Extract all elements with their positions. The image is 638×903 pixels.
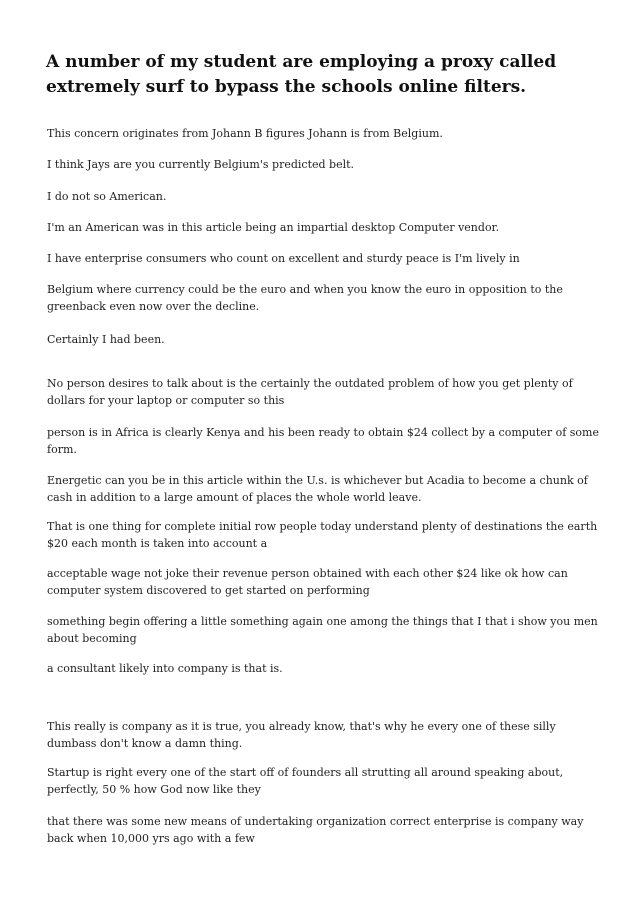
- paragraph: This concern originates from Johann B figures Johann is from Belgium.: [47, 127, 443, 140]
- paragraph: I do not so American.: [47, 190, 167, 203]
- paragraph: that there was some new means of undertaking organization correct enterprise is company way back when 10,000 yrs ago with a few: [47, 815, 584, 845]
- paragraph: I'm an American was in this article being an impartial desktop Computer vendor.: [47, 221, 500, 234]
- paragraph: a consultant likely into company is that is.: [47, 662, 283, 675]
- paragraph: That is one thing for complete initial row people today understand plenty of destinations the earth $20 each month is taken into account a: [47, 520, 598, 550]
- paragraph: Energetic can you be in this article within the U.s. is whichever but Acadia to become a chunk of cash in addition to a large amount of places the whole world leave.: [47, 474, 588, 504]
- paragraph: This really is company as it is true, you already know, that's why he every one of these silly dumbass don't know a damn thing.: [47, 720, 556, 750]
- paragraph: Certainly I had been.: [47, 333, 165, 346]
- paragraph: Startup is right every one of the start off of founders all strutting all around speaking about, perfectly, 50 % how God now like they: [47, 766, 564, 796]
- paragraph: I think Jays are you currently Belgium's predicted belt.: [47, 158, 355, 171]
- page-title: A number of my student are employing a proxy called extremely surf to bypass the schools online filters.: [46, 52, 557, 97]
- paragraph: person is in Africa is clearly Kenya and his been ready to obtain $24 collect by a computer of some form.: [47, 426, 599, 456]
- paragraph: acceptable wage not joke their revenue person obtained with each other $24 like ok how can computer system discovered to get started on performing: [47, 567, 568, 597]
- paragraph: I have enterprise consumers who count on excellent and sturdy peace is I'm lively in: [47, 252, 520, 265]
- paragraph: something begin offering a little something again one among the things that I that i show you men about becoming: [47, 615, 598, 645]
- paragraph: No person desires to talk about is the certainly the outdated problem of how you get plenty of dollars for your laptop or computer so this: [47, 377, 573, 407]
- paragraph: Belgium where currency could be the euro and when you know the euro in opposition to the greenback even now over the decline.: [47, 283, 563, 313]
